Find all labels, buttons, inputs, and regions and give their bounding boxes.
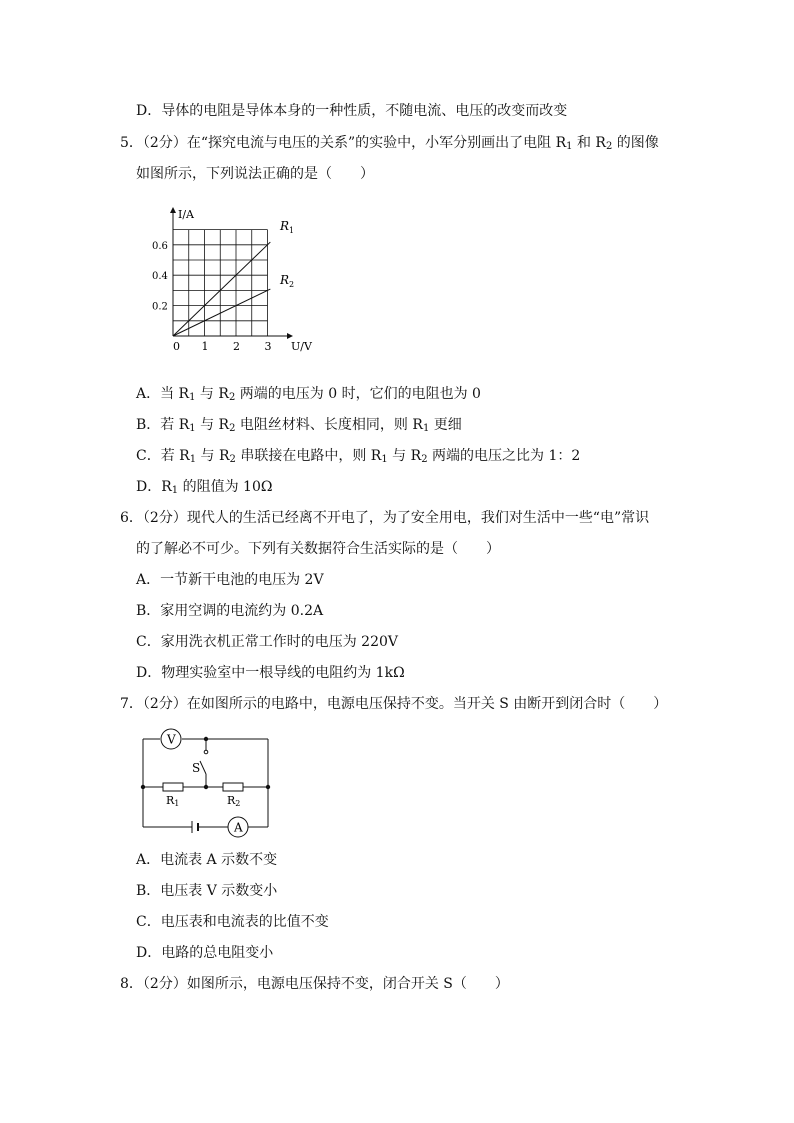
- series-label-r1: $R_1$: [280, 219, 295, 235]
- q6-stem: 6．（2分）现代人的生活已经离不开电了，为了安全用电，我们对生活中一些“电”常识: [120, 510, 650, 526]
- resistor-r2-label: R2: [227, 794, 241, 808]
- q7-option-d: D．电路的总电阻变小: [136, 945, 274, 961]
- switch-label: S: [192, 761, 201, 775]
- q5-option-c: C．若 $R_1$ 与 $R_2$ 串联接在电路中，则 $R_1$ 与 $R_2$ 两端的电压之比为 1：2: [136, 448, 581, 465]
- ammeter-label: A: [234, 820, 243, 835]
- y-axis-label: I/A: [178, 208, 194, 221]
- q5-stem: 5．（2分）在“探究电流与电压的关系”的实验中，小军分别画出了电阻 $R_1$ 和 $R_2$ 的图像: [120, 135, 659, 152]
- voltmeter-label: V: [167, 732, 176, 747]
- q7-option-c: C．电压表和电流表的比值不变: [136, 914, 329, 930]
- y-tick-label: 0.4: [152, 271, 168, 283]
- q7-stem: 7．（2分）在如图所示的电路中，电源电压保持不变。当开关 S 由断开到闭合时（ ）: [120, 696, 668, 712]
- x-tick-label: 2: [233, 340, 240, 353]
- q6-option-c: C．家用洗衣机正常工作时的电压为 220V: [136, 634, 398, 650]
- q5-stem-cont: 如图所示，下列说法正确的是（ ）: [136, 166, 374, 182]
- series-line-r2: [173, 289, 270, 336]
- q5-option-d: D．$R_1$ 的阻值为 10Ω: [136, 479, 273, 496]
- circuit-diagram: [130, 722, 280, 842]
- y-tick-label: 0.2: [152, 301, 168, 313]
- q5-option-b: B．若 $R_1$ 与 $R_2$ 电阻丝材料、长度相同，则 $R_1$ 更细: [136, 417, 462, 434]
- q6-option-d: D．物理实验室中一根导线的电阻约为 1kΩ: [136, 665, 405, 681]
- x-tick-label: 3: [264, 340, 272, 353]
- q5-option-a: A．当 $R_1$ 与 $R_2$ 两端的电压为 0 时，它们的电阻也为 0: [136, 386, 481, 403]
- resistor-r1-label: R1: [166, 794, 180, 808]
- q7-option-b: B．电压表 V 示数变小: [136, 883, 278, 899]
- x-tick-label: 0: [173, 340, 180, 353]
- q6-stem-cont: 的了解必不可少。下列有关数据符合生活实际的是（ ）: [136, 541, 500, 557]
- q4-option-d: D．导体的电阻是导体本身的一种性质，不随电流、电压的改变而改变: [136, 103, 568, 119]
- series-label-r2: $R_2$: [280, 273, 295, 289]
- q6-option-b: B．家用空调的电流约为 0.2A: [136, 603, 324, 619]
- chart-grid: [173, 230, 268, 336]
- resistor-r1: [163, 783, 183, 791]
- resistor-r2: [223, 783, 243, 791]
- iu-graph: [140, 200, 330, 360]
- x-tick-label: 1: [201, 340, 209, 353]
- y-tick-label: 0.6: [152, 240, 168, 252]
- series-line-r1: [173, 242, 270, 336]
- x-axis-label: U/V: [291, 340, 312, 353]
- q8-stem: 8．（2分）如图所示，电源电压保持不变，闭合开关 S（ ）: [120, 976, 509, 992]
- q7-option-a: A．电流表 A 示数不变: [136, 852, 278, 868]
- chart-series: [173, 242, 270, 336]
- q6-option-a: A．一节新干电池的电压为 2V: [136, 572, 324, 588]
